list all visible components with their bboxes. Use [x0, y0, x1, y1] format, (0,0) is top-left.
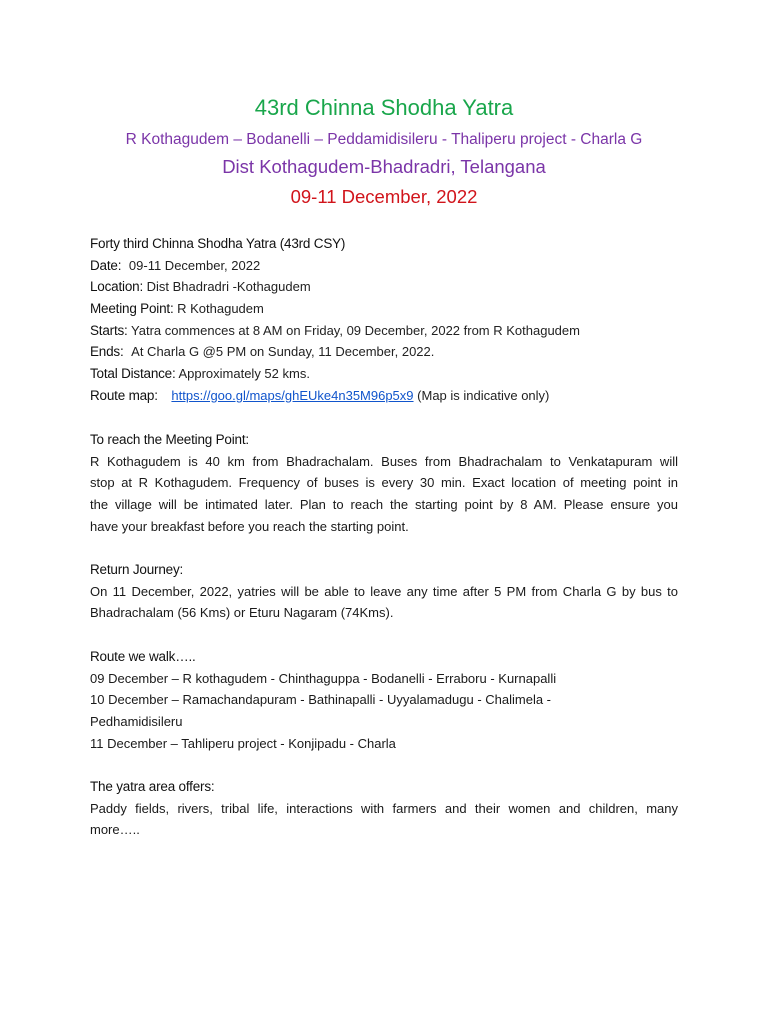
page-title: 43rd Chinna Shodha Yatra	[254, 95, 514, 120]
offers-heading: The yatra area offers:	[90, 779, 215, 794]
reach-line: R Kothagudem is 40 km from Bhadrachalam. Buses from Bhadrachalam to Venkatapuram will	[90, 453, 678, 469]
details-section	[90, 233, 678, 407]
route-walk-line: 10 December – Ramachandapuram - Bathinapalli - Uyyalamadugu - Chalimela -	[90, 692, 551, 708]
offers-line: Paddy fields, rivers, tribal life, interactions with farmers and their women and children, many	[90, 800, 678, 816]
route-walk-line: Pedhamidisileru	[90, 714, 183, 730]
return-line: On 11 December, 2022, yatries will be able to leave any time after 5 PM from Charla G by bus to	[90, 583, 678, 599]
meeting-label: Meeting Point:	[90, 301, 174, 317]
route-walk-line: 09 December – R kothagudem - Chinthaguppa - Bodanelli - Erraboru - Kurnapalli	[90, 670, 557, 686]
date-label: Date:	[90, 257, 122, 273]
return-line: Bhadrachalam (56 Kms) or Eturu Nagaram (74Kms).	[90, 605, 394, 621]
starts-row	[90, 320, 678, 342]
location-value: Dist Bhadradri -Kothagudem	[146, 279, 311, 295]
ends-label: Ends:	[90, 344, 124, 360]
reach-section	[90, 429, 678, 537]
location-label: Location:	[90, 279, 143, 295]
routemap-link[interactable]: https://goo.gl/maps/ghEUke4n35M96p5x9	[171, 387, 414, 403]
return-heading: Return Journey:	[90, 562, 184, 577]
intro-line	[90, 233, 678, 255]
location-row	[90, 276, 678, 298]
reach-line: stop at R Kothagudem. Frequency of buses is every 30 min. Exact location of meeting point in	[90, 475, 678, 491]
offers-section	[90, 776, 678, 841]
distance-row	[90, 363, 678, 385]
meeting-row	[90, 298, 678, 320]
date-row	[90, 255, 678, 277]
reach-heading: To reach the Meeting Point:	[90, 432, 249, 447]
route-walk-heading: Route we walk…..	[90, 649, 196, 664]
ends-row	[90, 341, 678, 363]
routemap-label: Route map:	[90, 387, 158, 403]
routemap-row	[90, 385, 678, 407]
return-section	[90, 559, 678, 624]
intro-text: Forty third Chinna Shodha Yatra (43rd CSY)	[90, 236, 346, 251]
routemap-note: (Map is indicative only)	[417, 387, 550, 403]
distance-label: Total Distance:	[90, 366, 176, 382]
offers-line: more…..	[90, 822, 140, 838]
district-subtitle: Dist Kothagudem-Bhadradri, Telangana	[222, 156, 546, 177]
ends-value: At Charla G @5 PM on Sunday, 11 December, 2022.	[131, 344, 435, 360]
date-subtitle: 09-11 December, 2022	[290, 186, 478, 207]
distance-value: Approximately 52 kms.	[178, 366, 310, 382]
meeting-value: R Kothagudem	[177, 301, 264, 317]
route-subtitle: R Kothagudem – Bodanelli – Peddamidisileru - Thaliperu project - Charla G	[125, 131, 643, 148]
reach-line: the village will be intimated later. Plan to reach the starting point by 8 AM. Please ensure you	[90, 497, 678, 513]
route-walk-line: 11 December – Tahliperu project - Konjipadu - Charla	[90, 735, 396, 751]
reach-line: have your breakfast before you reach the starting point.	[90, 518, 409, 534]
route-walk-section	[90, 646, 678, 754]
starts-value: Yatra commences at 8 AM on Friday, 09 December, 2022 from R Kothagudem	[131, 322, 580, 338]
date-value: 09-11 December, 2022	[128, 257, 261, 273]
starts-label: Starts:	[90, 322, 128, 338]
